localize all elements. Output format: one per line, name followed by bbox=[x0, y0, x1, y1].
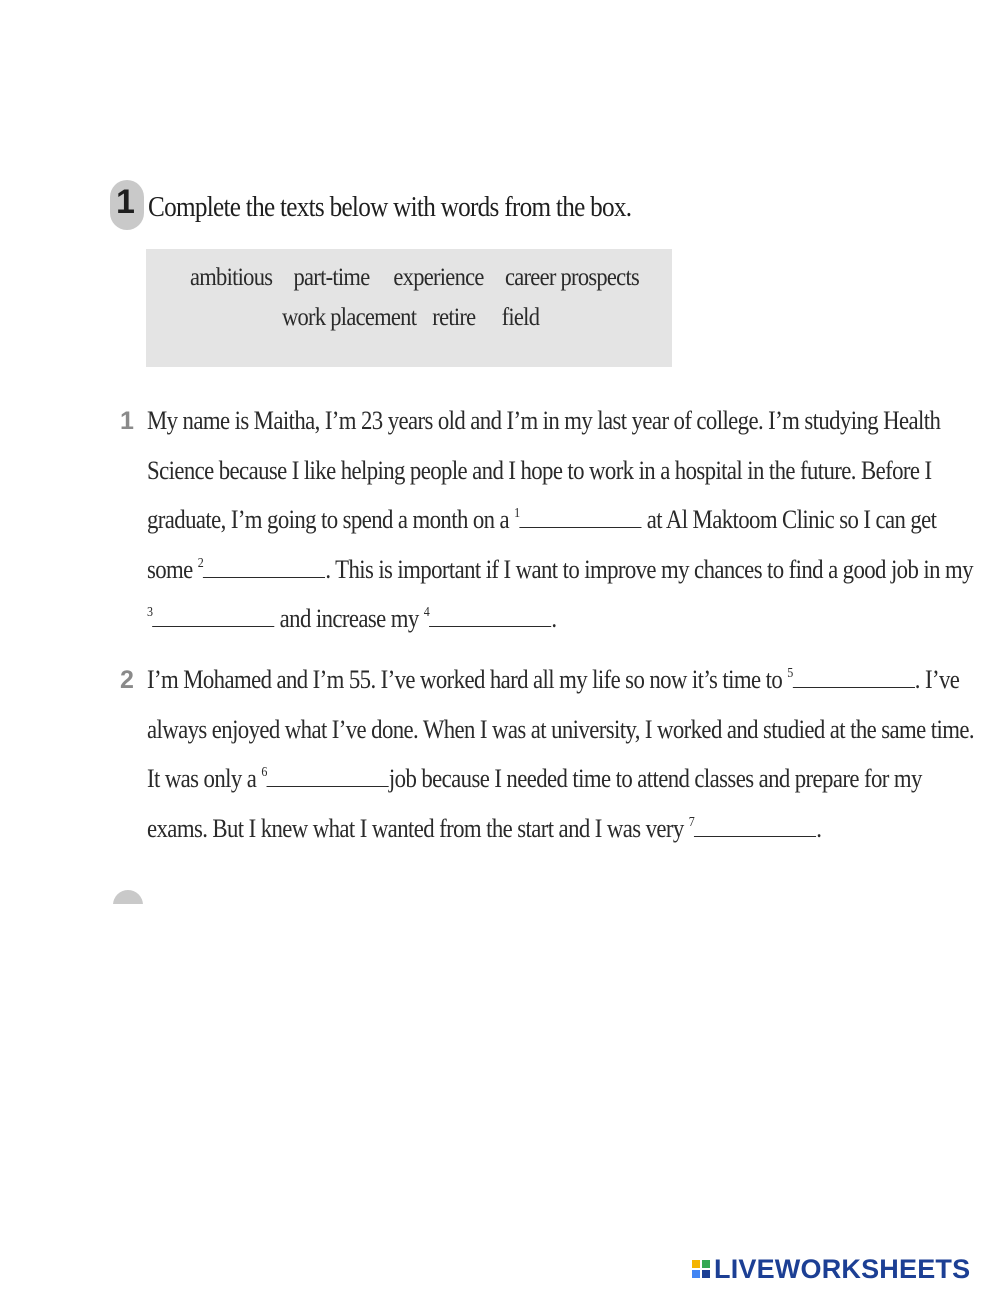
word-ambitious: ambitious bbox=[190, 264, 273, 291]
word-career-prospects: career prospects bbox=[505, 264, 640, 291]
liveworksheets-logo-icon bbox=[692, 1260, 710, 1278]
liveworksheets-logo[interactable] bbox=[692, 1254, 970, 1284]
exercise-number: 1 bbox=[116, 183, 135, 221]
text-2-line-4 bbox=[147, 812, 821, 844]
word-field: field bbox=[501, 304, 540, 331]
text-2-line-1 bbox=[147, 663, 959, 695]
text-1-line-5-part-b: . bbox=[551, 603, 557, 633]
word-box-row-1 bbox=[190, 263, 694, 295]
gap-6-blank[interactable] bbox=[267, 766, 389, 787]
word-retire: retire bbox=[432, 304, 476, 331]
text-2-number: 2 bbox=[120, 666, 134, 694]
text-2-line-3-part-a: It was only a bbox=[147, 763, 262, 793]
gap-1-blank[interactable] bbox=[520, 507, 642, 528]
text-1-number: 1 bbox=[120, 407, 134, 435]
word-experience: experience bbox=[393, 264, 484, 291]
gap-6-number: 6 bbox=[261, 765, 267, 780]
gap-2-blank[interactable] bbox=[203, 557, 325, 578]
gap-4-number: 4 bbox=[423, 605, 430, 620]
word-box bbox=[146, 249, 672, 367]
text-1-line-4-part-a: some bbox=[147, 554, 198, 584]
gap-4-blank[interactable] bbox=[429, 606, 551, 627]
word-box-row-2 bbox=[282, 303, 642, 335]
text-1-line-3-part-b: at Al Maktoom Clinic so I can get bbox=[641, 504, 937, 534]
text-1-line-4-part-b: . This is important if I want to improve my chances to find a good job in my bbox=[325, 554, 973, 584]
text-2-line-3 bbox=[147, 762, 922, 794]
word-part-time: part-time bbox=[293, 264, 370, 291]
text-2-line-1-part-a: I’m Mohamed and I’m 55. I’ve worked hard all my life so now it’s time to bbox=[147, 664, 788, 694]
text-2-line-4-part-a: exams. But I knew what I wanted from the start and I was very bbox=[147, 813, 689, 843]
gap-1-number: 1 bbox=[514, 506, 520, 521]
gap-3-blank[interactable] bbox=[152, 606, 274, 627]
logo-text: LIVEWORKSHEETS bbox=[714, 1253, 971, 1284]
next-exercise-badge-partial bbox=[113, 888, 143, 904]
text-1-line-2: Science because I like helping people and I hope to work in a hospital in the future. Before I bbox=[147, 455, 932, 485]
gap-7-number: 7 bbox=[688, 815, 695, 830]
text-1-line-5-part-a: and increase my bbox=[274, 603, 424, 633]
word-work-placement: work placement bbox=[282, 304, 417, 331]
gap-3-number: 3 bbox=[147, 605, 153, 620]
text-1-line-1: My name is Maitha, I’m 23 years old and I’m in my last year of college. I’m studying Health bbox=[147, 405, 941, 435]
text-2-line-1-part-b: . I’ve bbox=[914, 664, 960, 694]
text-1-line-5 bbox=[147, 602, 556, 634]
text-2-line-3-part-b: job because I needed time to attend classes and prepare for my bbox=[388, 763, 922, 793]
gap-2-number: 2 bbox=[197, 556, 204, 571]
gap-5-blank[interactable] bbox=[793, 667, 915, 688]
text-1-line-3-part-a: graduate, I’m going to spend a month on a bbox=[147, 504, 515, 534]
exercise-instruction: Complete the texts below with words from the box. bbox=[148, 192, 632, 223]
text-2-line-4-part-b: . bbox=[816, 813, 822, 843]
text-1-line-4 bbox=[147, 553, 973, 585]
text-2-line-2: always enjoyed what I’ve done. When I was at university, I worked and studied at the same time. bbox=[147, 714, 974, 744]
gap-5-number: 5 bbox=[787, 666, 793, 681]
text-1-line-3 bbox=[147, 503, 936, 535]
gap-7-blank[interactable] bbox=[694, 816, 816, 837]
